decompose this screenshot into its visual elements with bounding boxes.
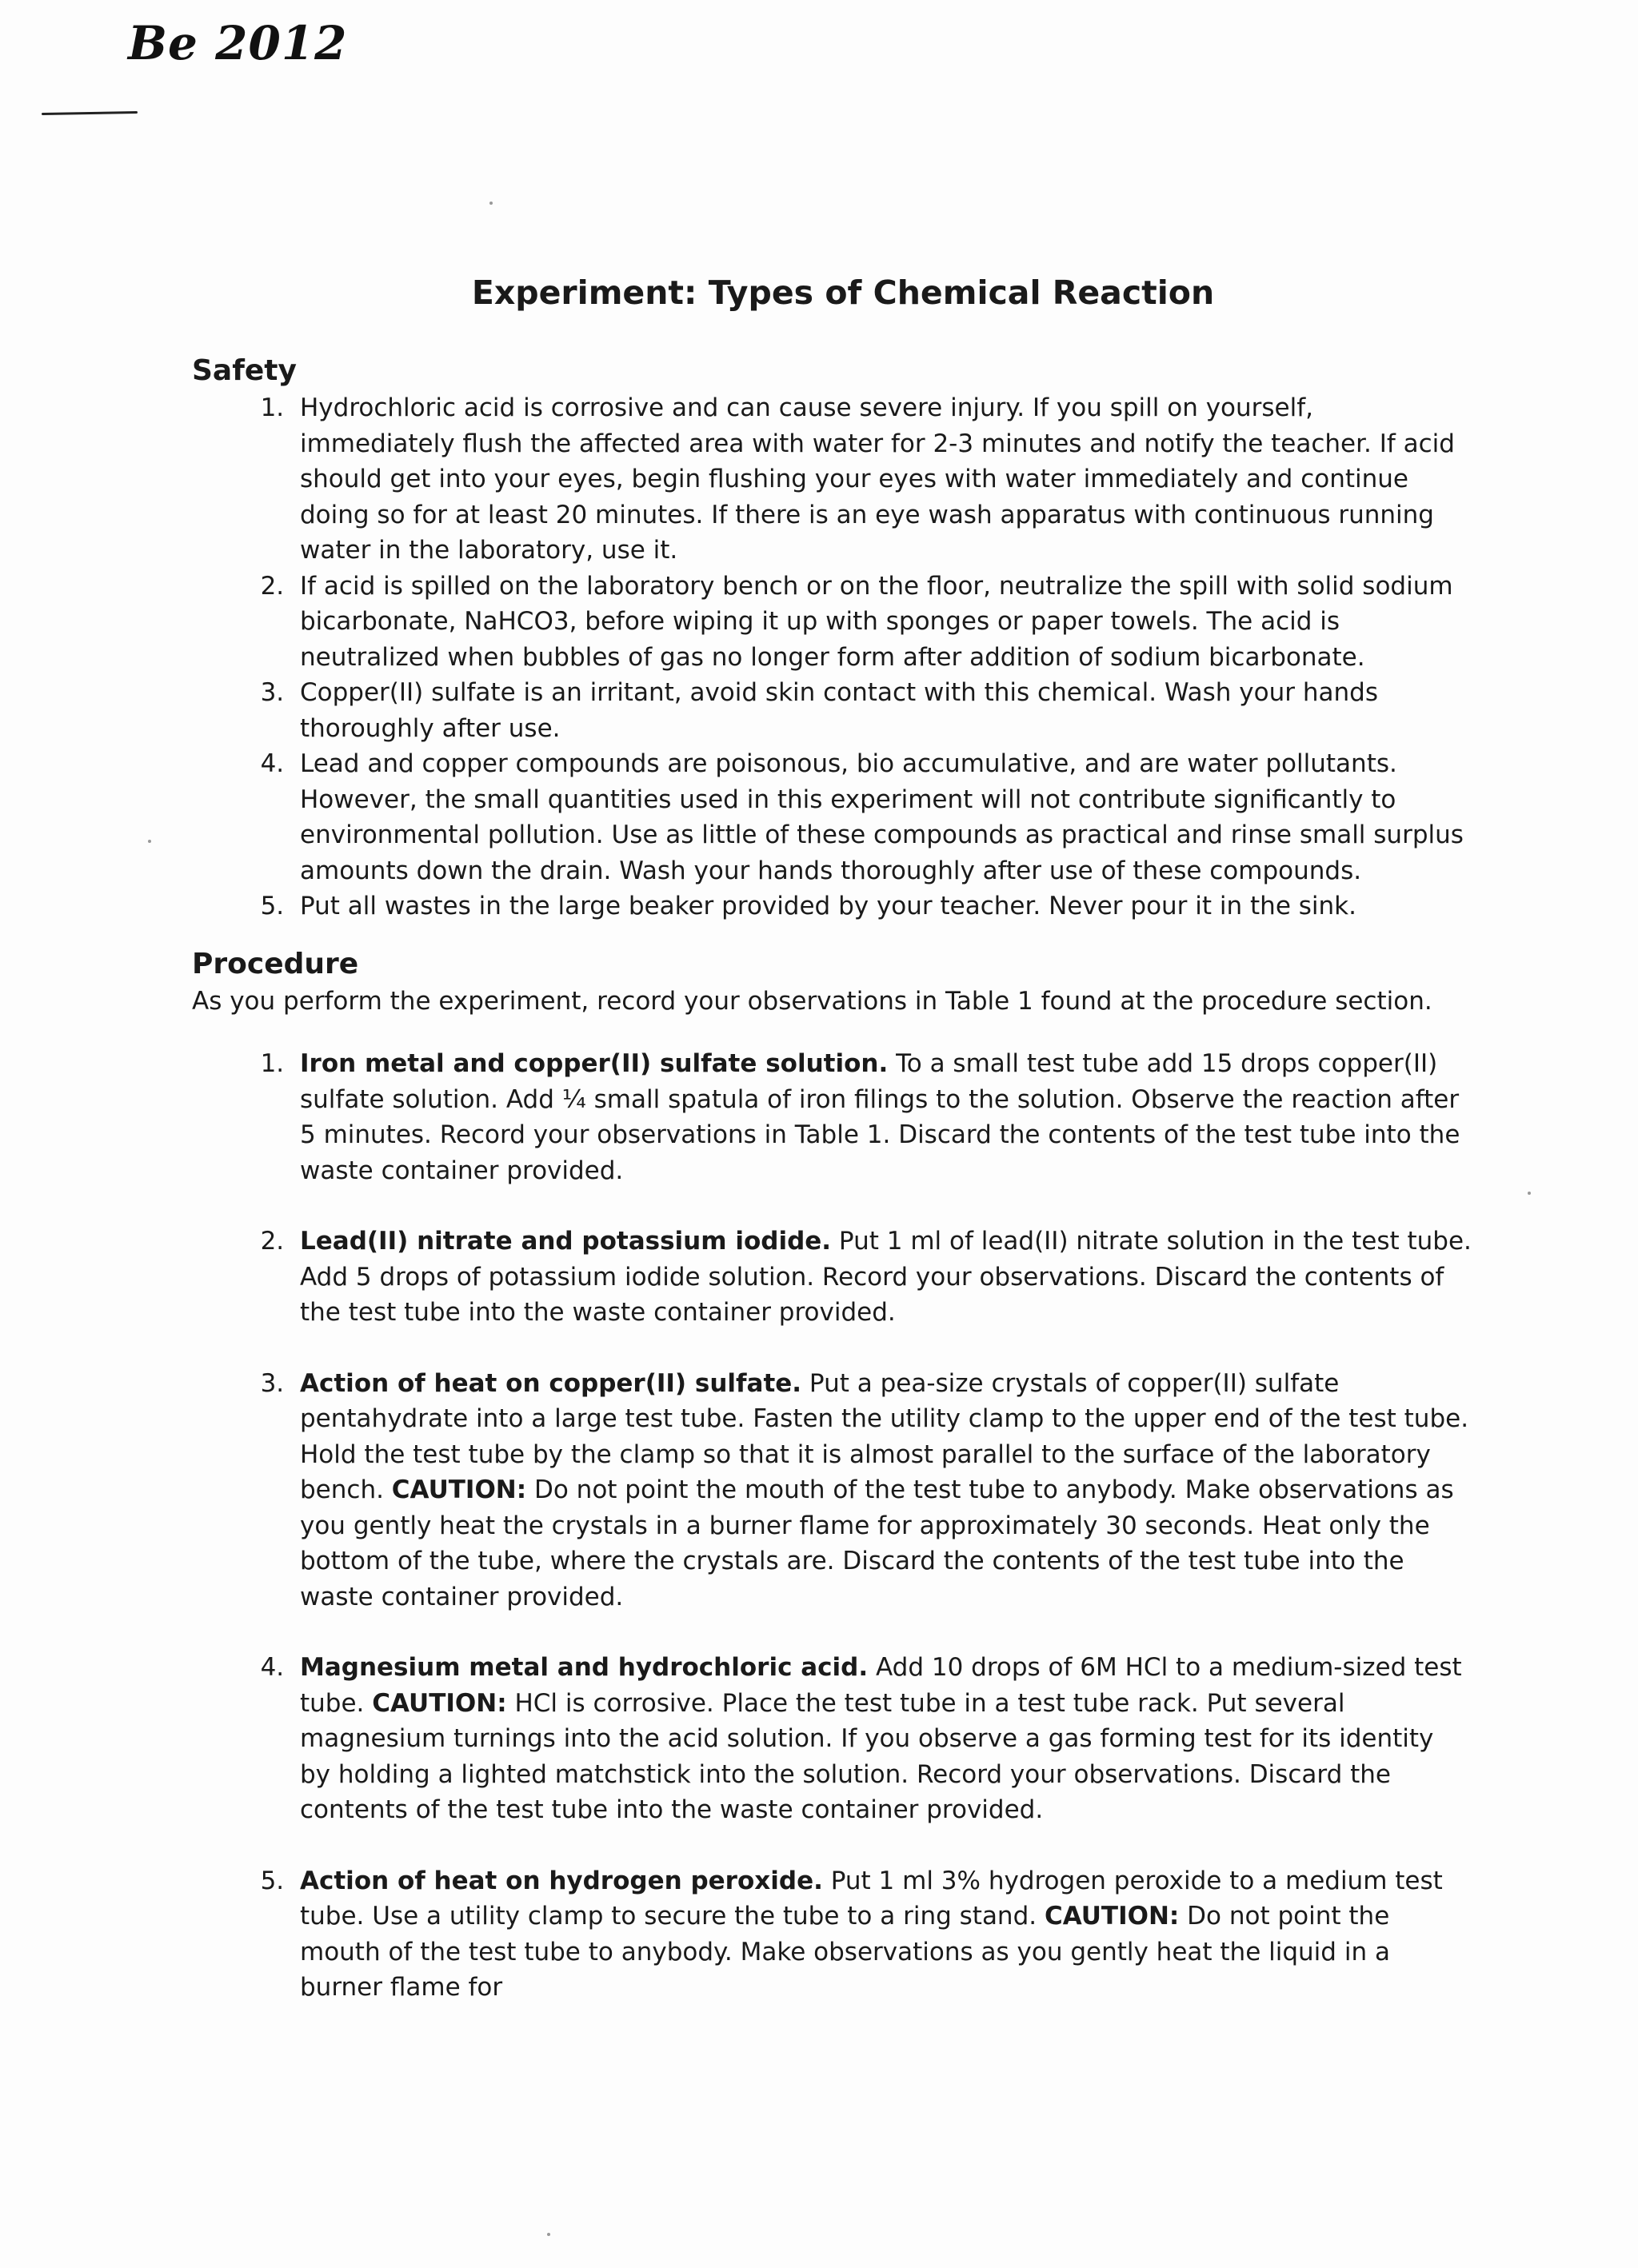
step-text: Do not point the mouth of the test tube to anybody. Make observations as you gently heat the crystals in a burner flame for approximately 30 seconds. Heat only the bottom of the tube, where the crystals are. Discard the contents of the test tube into the waste container provided. xyxy=(300,1475,1454,1611)
step-text: HCl is corrosive. Place the test tube in a test tube rack. Put several magnesium turnings into the acid solution. If you observe a gas forming test for its identity by holding a lighted matchstick into the solution. Record your observations. Discard the contents of the test tube into the waste container provided. xyxy=(300,1688,1434,1824)
handwritten-note: Be 2012 xyxy=(128,16,348,70)
caution-label: CAUTION: xyxy=(372,1688,507,1718)
step-title: Action of heat on hydrogen peroxide. xyxy=(300,1866,823,1895)
procedure-step xyxy=(292,1046,1472,1188)
procedure-step xyxy=(292,1650,1472,1828)
page-title: Experiment: Types of Chemical Reaction xyxy=(471,274,1215,312)
scan-speck xyxy=(489,202,493,205)
step-title: Magnesium metal and hydrochloric acid. xyxy=(300,1653,869,1682)
scan-speck xyxy=(547,2233,550,2236)
document-body xyxy=(192,352,1472,2006)
step-title: Lead(II) nitrate and potassium iodide. xyxy=(300,1227,832,1256)
safety-heading: Safety xyxy=(192,354,297,387)
procedure-step xyxy=(292,1863,1472,2006)
step-text: Put 1 ml of lead(II) nitrate solution in the test tube. Add 5 drops of potassium iodide solution. Record your observations. Discard the contents of the test tube into the waste container provided. xyxy=(300,1227,1472,1327)
step-text: To a small test tube add 15 drops copper(II) sulfate solution. Add ¼ small spatula of iron filings to the solution. Observe the reaction after 5 minutes. Record your observations in Table 1. Discard the contents of the test tube into the waste container provided. xyxy=(300,1049,1460,1185)
step-text: Put a pea-size crystals of copper(II) sulfate pentahydrate into a large test tube. Fasten the utility clamp to the upper end of the test tube. Hold the test tube by the clamp so that it is almost parallel to the surface of the laboratory bench. xyxy=(300,1368,1469,1504)
caution-label: CAUTION: xyxy=(391,1475,527,1504)
step-text: Put 1 ml 3% hydrogen peroxide to a medium test tube. Use a utility clamp to secure the tube to a ring stand. xyxy=(300,1866,1443,1931)
scan-speck xyxy=(148,840,151,843)
safety-item: 1. Hydrochloric acid is corrosive and can cause severe injury. If you spill on yourself, immediately flush the affected area with water for 2-3 minutes and notify the teacher. If acid should get into your eyes, begin flushing your eyes with water immediately and continue doing so for at least 20 minutes. If there is an eye wash apparatus with continuous running water in the laboratory, use it. xyxy=(292,390,1472,569)
safety-item: 2. If acid is spilled on the laboratory bench or on the floor, neutralize the spill with solid sodium bicarbonate, NaHCO3, before wiping it up with sponges or paper towels. The acid is neutralized when bubbles of gas no longer form after addition of sodium bicarbonate. xyxy=(292,569,1472,676)
safety-list xyxy=(192,390,1472,924)
step-text: Do not point the mouth of the test tube to anybody. Make observations as you gently heat the liquid in a burner flame for xyxy=(300,1902,1390,2002)
procedure-heading: Procedure xyxy=(192,947,359,980)
procedure-step xyxy=(292,1366,1472,1615)
step-title: Iron metal and copper(II) sulfate solution. xyxy=(300,1049,889,1078)
step-text: Add 10 drops of 6M HCl to a medium-sized test tube. xyxy=(300,1653,1462,1718)
scan-speck xyxy=(1528,1192,1531,1195)
procedure-step xyxy=(292,1224,1472,1331)
procedure-list xyxy=(192,1046,1472,2006)
procedure-intro: As you perform the experiment, record your observations in Table 1 found at the procedure section. xyxy=(192,986,1432,1016)
safety-item: 4. Lead and copper compounds are poisonous, bio accumulative, and are water pollutants. However, the small quantities used in this experiment will not contribute significantly to environmental pollution. Use as little of these compounds as practical and rinse small surplus amounts down the drain. Wash your hands thoroughly after use of these compounds. xyxy=(292,746,1472,888)
caution-label: CAUTION: xyxy=(1044,1902,1180,1931)
safety-item: 5. Put all wastes in the large beaker provided by your teacher. Never pour it in the sink. xyxy=(292,888,1472,924)
handwritten-underline xyxy=(42,111,138,115)
step-title: Action of heat on copper(II) sulfate. xyxy=(300,1368,802,1398)
safety-item: 3. Copper(II) sulfate is an irritant, avoid skin contact with this chemical. Wash your hands thoroughly after use. xyxy=(292,675,1472,746)
